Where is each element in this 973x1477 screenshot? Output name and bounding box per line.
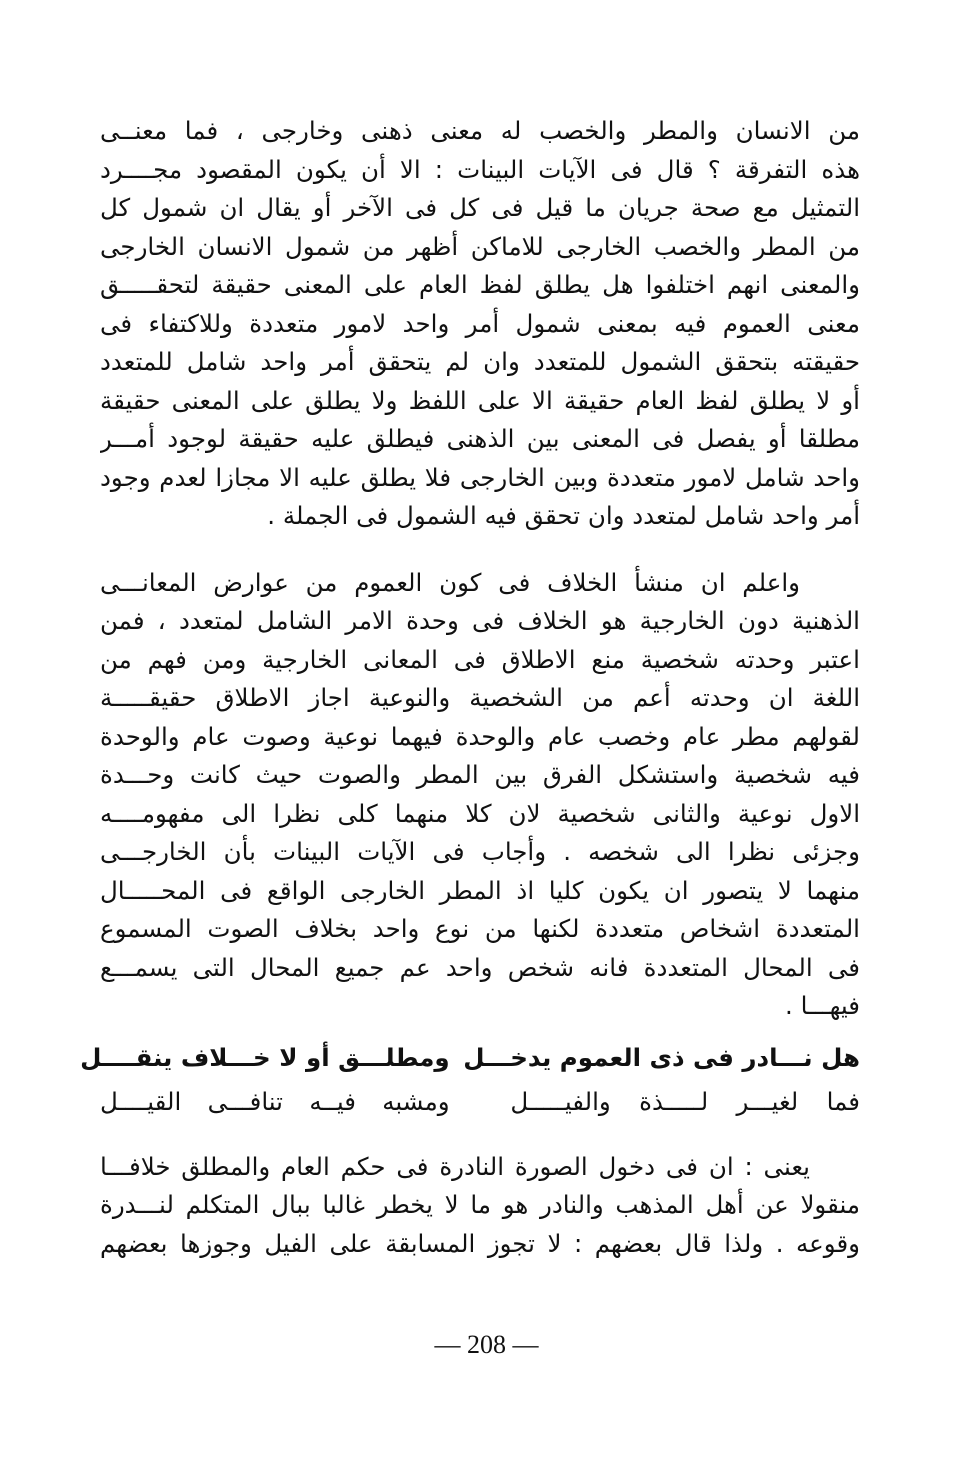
text-line: وقوعه . ولذا قال بعضهم : لا تجوز المسابقة على الفيل وجوزها بعضهم — [100, 1228, 860, 1258]
text-line: فى المحال المتعددة فانه شخص واحد عم جميع المحال التى يسمـــع — [100, 952, 860, 982]
verse-block — [80, 1036, 860, 1124]
text-line: أو لا يطلق لفظ العام حقيقة الا على اللفظ ولا يطلق على المعنى حقيقة — [100, 385, 860, 415]
paragraph-2 — [100, 564, 860, 1026]
text-line: واحد شامل لامور متعددة وبين الخارجى فلا يطلق عليه الا مجازا لعدم وجود — [100, 462, 860, 492]
text-line: اللغة ان وحدته أعم من الشخصية والنوعية اجاز الاطلاق حقيقـــــة — [100, 683, 860, 712]
text-line: هذه التفرقة ؟ قال فى الآيات البينات : الا أن يكون المقصود مجــــرد — [100, 154, 860, 184]
text-line: لقولهم مطر عام وخصب عام والوحدة فيهما نوعية وصوت عام والوحدة — [100, 721, 860, 751]
verse-line — [80, 1036, 860, 1080]
document-page — [80, 112, 860, 1263]
paragraph-1 — [100, 112, 860, 536]
text-line: الذهنية دون الخارجية هو الخلاف فى وحدة الامر الشامل لمتعدد ، فمن — [100, 606, 860, 635]
text-line: منقولا عن أهل المذهب والنادر هو ما لا يخطر غالبا ببال المتكلم لنـــدرة — [100, 1190, 860, 1219]
text-line: اعتبر وحدته شخصية منع الاطلاق فى المعانى الخارجية ومن فهم من — [100, 644, 860, 674]
text-line: التمثيل مع صحة جريان ما قيل فى كل فى الآخر أو يقال ان شمول كل — [100, 193, 860, 222]
text-line: الاول نوعية والثانى شخصية لان كلا منهما كلى نظرا الى مفهومــــه — [100, 798, 860, 828]
text-line: يعنى : ان فى دخول الصورة النادرة فى حكم العام والمطلق خلافـــا — [100, 1151, 810, 1181]
text-line: وجزئى نظرا الى شخصه . وأجاب فى الآيات البينات بأن الخارجـــى — [100, 837, 860, 866]
verse-second-hemistich: ومطلـــق أو لا خـــلاف ينقــــل — [80, 1042, 450, 1072]
text-line: حقيقته بتحقق الشمول للمتعدد وان لم يتحقق أمر واحد شامل للمتعدد — [100, 347, 860, 376]
paragraph-3 — [100, 1148, 860, 1264]
text-line: من المطر والخصب الخارجى للاماكن أظهر من شمول الانسان الخارجى — [100, 231, 860, 261]
verse-second-hemistich: ومشبه فيــه تنافـــى القيــــل — [100, 1086, 450, 1116]
text-line: من الانسان والمطر والخصب له معنى ذهنى وخارجى ، فما معنــى — [100, 116, 860, 145]
verse-first-hemistich: هل نـــادر فى ذى العموم يدخـــل — [463, 1042, 860, 1072]
text-line: فيه شخصية واستشكل الفرق بين المطر والصوت حيث كانت وحـــدة — [100, 760, 860, 789]
text-line: المتعددة اشخاص متعددة لكنها من نوع واحد بخلاف الصوت المسموع — [100, 914, 860, 943]
text-line: واعلم ان منشأ الخلاف فى كون العموم من عوارض المعانـــى — [100, 567, 800, 597]
verse-first-hemistich: فما لغيـــر لـــــذة والفيـــــل — [510, 1086, 860, 1116]
verse-line — [100, 1080, 860, 1124]
text-line: مطلقا أو يفصل فى المعنى بين الذهنى فيطلق عليه حقيقة لوجود أمـــر — [100, 424, 860, 453]
text-line: أمر واحد شامل لمتعدد وان تحقق فيه الشمول فى الجملة . — [267, 501, 860, 530]
text-line: منهما لا يتصور ان يكون كليا اذ المطر الخارجى الواقع فى المحـــــال — [100, 875, 860, 905]
text-line: فيهـــا . — [785, 991, 860, 1020]
text-line: معنى العموم فيه بمعنى شمول أمر واحد لامور متعددة وللاكتفاء فى — [100, 308, 860, 338]
text-line: والمعنى انهم اختلفوا هل يطلق لفظ العام على المعنى حقيقة لتحقـــــق — [100, 270, 860, 299]
page-number: — 208 — — [434, 1330, 539, 1359]
